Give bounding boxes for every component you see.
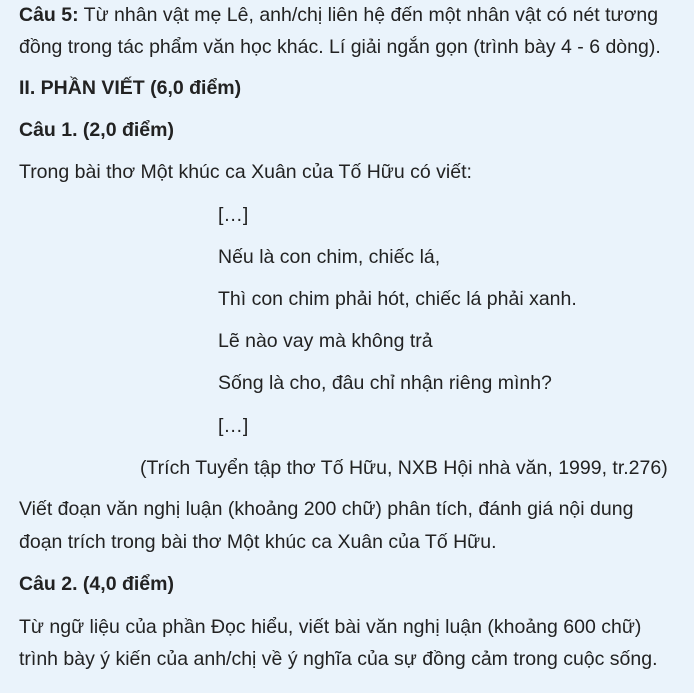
poem-line: […] <box>218 204 249 226</box>
q5-text-1: Từ nhân vật mẹ Lê, anh/chị liên hệ đến một nhân vật có nét tương <box>78 4 659 26</box>
q5-line-1 <box>19 3 658 27</box>
section-2-heading: II. PHẦN VIẾT (6,0 điểm) <box>19 77 242 99</box>
poem-line: Lẽ nào vay mà không trả <box>218 330 433 352</box>
cau2-task-1: Từ ngữ liệu của phần Đọc hiểu, viết bài văn nghị luận (khoảng 600 chữ) <box>19 616 642 638</box>
poem-line: Thì con chim phải hót, chiếc lá phải xanh. <box>218 288 577 310</box>
q5-line-2: đồng trong tác phẩm văn học khác. Lí giải ngắn gọn (trình bày 4 - 6 dòng). <box>19 36 661 58</box>
cau1-task-2: đoạn trích trong bài thơ Một khúc ca Xuân của Tố Hữu. <box>19 531 497 553</box>
poem-line: Nếu là con chim, chiếc lá, <box>218 246 441 268</box>
poem-line: Sống là cho, đâu chỉ nhận riêng mình? <box>218 372 552 394</box>
cau1-heading: Câu 1. (2,0 điểm) <box>19 119 174 141</box>
poem-line: […] <box>218 415 249 437</box>
cau1-task-1: Viết đoạn văn nghị luận (khoảng 200 chữ) phân tích, đánh giá nội dung <box>19 498 634 520</box>
cau2-heading: Câu 2. (4,0 điểm) <box>19 573 174 595</box>
cau1-intro: Trong bài thơ Một khúc ca Xuân của Tố Hữu có viết: <box>19 161 472 183</box>
poem-citation: (Trích Tuyển tập thơ Tố Hữu, NXB Hội nhà văn, 1999, tr.276) <box>140 457 668 479</box>
cau2-task-2: trình bày ý kiến của anh/chị về ý nghĩa của sự đồng cảm trong cuộc sống. <box>19 648 658 670</box>
q5-label: Câu 5: <box>19 4 79 26</box>
